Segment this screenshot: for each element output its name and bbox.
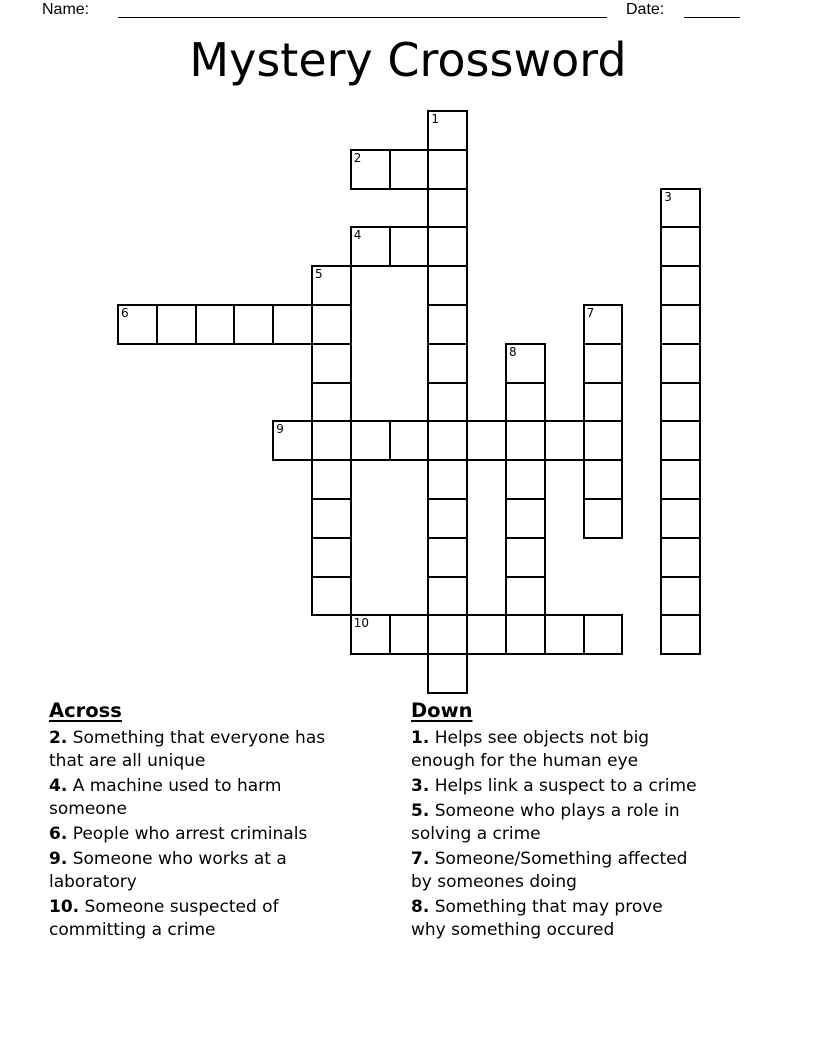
grid-cell[interactable] — [427, 576, 468, 617]
grid-cell[interactable] — [583, 382, 624, 423]
grid-cell[interactable] — [544, 614, 585, 655]
grid-cell[interactable] — [466, 420, 507, 461]
cell-number: 7 — [586, 306, 595, 320]
grid-cell[interactable] — [505, 537, 546, 578]
clue-item — [411, 727, 791, 773]
clue-text-line: someone — [49, 799, 127, 819]
clue-text-line: why something occured — [411, 920, 615, 940]
clue-number: 6. — [49, 824, 68, 844]
grid-cell[interactable] — [505, 459, 546, 500]
grid-cell[interactable] — [233, 304, 274, 345]
clue-item — [411, 848, 791, 894]
grid-cell[interactable] — [427, 226, 468, 267]
grid-cell[interactable] — [660, 382, 701, 423]
clue-text-line: People who arrest criminals — [72, 824, 308, 844]
grid-cell[interactable] — [350, 149, 391, 190]
grid-cell[interactable] — [660, 188, 701, 229]
grid-cell[interactable] — [544, 420, 585, 461]
page-title: Mystery Crossword — [189, 33, 627, 87]
clue-text-line: Something that may prove — [434, 897, 663, 917]
grid-cell[interactable] — [505, 576, 546, 617]
grid-cell[interactable] — [583, 304, 624, 345]
cell-number: 6 — [121, 306, 129, 320]
clue-text-line: solving a crime — [411, 824, 541, 844]
cell-number: 2 — [353, 150, 362, 165]
grid-cell[interactable] — [466, 614, 507, 655]
grid-cell[interactable] — [311, 382, 352, 423]
down-clues-section — [411, 699, 791, 944]
grid-cell[interactable] — [660, 576, 701, 617]
down-heading: Down — [411, 699, 473, 722]
grid-cell[interactable] — [427, 265, 468, 306]
clue-number: 3. — [411, 776, 430, 796]
grid-cell[interactable] — [427, 149, 468, 190]
clue-text-line: Someone who works at a — [72, 849, 287, 869]
grid-cell[interactable] — [311, 304, 352, 345]
grid-cell[interactable] — [350, 420, 391, 461]
grid-cell[interactable] — [427, 188, 468, 229]
clue-item — [49, 823, 401, 846]
cell-number: 5 — [315, 267, 323, 282]
grid-cell[interactable] — [583, 498, 624, 539]
grid-cell[interactable] — [660, 265, 701, 306]
clue-text-line: laboratory — [49, 872, 137, 892]
clue-item — [49, 848, 401, 894]
grid-cell[interactable] — [272, 304, 313, 345]
grid-cell[interactable] — [427, 382, 468, 423]
grid-cell[interactable] — [311, 498, 352, 539]
across-clue-list — [49, 727, 401, 942]
clue-text-line: Helps see objects not big — [434, 728, 650, 748]
grid-cell[interactable] — [311, 343, 352, 384]
grid-cell[interactable] — [660, 459, 701, 500]
clue-text-line: by someones doing — [411, 872, 577, 892]
grid-cell[interactable] — [660, 498, 701, 539]
grid-cell[interactable] — [427, 614, 468, 655]
clue-item — [411, 775, 791, 798]
crossword-grid — [117, 110, 701, 694]
clue-number: 10. — [49, 897, 80, 917]
grid-cell[interactable] — [660, 537, 701, 578]
clue-text-line: Someone suspected of — [84, 897, 279, 917]
clue-item — [411, 800, 791, 846]
across-heading: Across — [49, 699, 122, 722]
grid-cell[interactable] — [389, 420, 430, 461]
grid-cell[interactable] — [389, 226, 430, 267]
grid-cell[interactable] — [427, 537, 468, 578]
grid-cell[interactable] — [505, 420, 546, 461]
clue-item — [49, 775, 401, 821]
grid-cell[interactable] — [311, 537, 352, 578]
grid-cell[interactable] — [660, 304, 701, 345]
grid-cell[interactable] — [427, 420, 468, 461]
grid-cell[interactable] — [156, 304, 197, 345]
grid-cell[interactable] — [505, 614, 546, 655]
grid-cell[interactable] — [660, 226, 701, 267]
name-fill-line[interactable] — [118, 0, 607, 18]
cell-number: 1 — [431, 112, 440, 126]
grid-cell[interactable] — [583, 459, 624, 500]
clue-text-line: A machine used to harm — [72, 776, 282, 796]
grid-cell[interactable] — [311, 459, 352, 500]
clue-text-line: committing a crime — [49, 920, 216, 940]
date-label: Date: — [626, 1, 665, 18]
clue-text-line: Someone/Something affected — [434, 849, 688, 869]
grid-cell[interactable] — [350, 226, 391, 267]
grid-cell[interactable] — [427, 343, 468, 384]
grid-cell[interactable] — [427, 498, 468, 539]
cell-number: 3 — [664, 189, 672, 204]
clue-text-line: Helps link a suspect to a crime — [434, 776, 697, 796]
across-clues-section — [49, 699, 401, 944]
grid-cell[interactable] — [660, 614, 701, 655]
grid-cell[interactable] — [505, 382, 546, 423]
clue-item — [49, 727, 401, 773]
cell-number: 4 — [353, 228, 362, 243]
grid-cell[interactable] — [350, 614, 391, 655]
grid-cell[interactable] — [583, 420, 624, 461]
grid-cell[interactable] — [427, 653, 468, 694]
grid-cell[interactable] — [272, 420, 313, 461]
clue-number: 4. — [49, 776, 68, 796]
name-label: Name: — [42, 1, 90, 18]
grid-cell[interactable] — [660, 343, 701, 384]
date-fill-line[interactable] — [684, 0, 740, 18]
clue-number: 1. — [411, 728, 430, 748]
clue-number: 5. — [411, 801, 430, 821]
grid-cell[interactable] — [311, 576, 352, 617]
grid-cell[interactable] — [427, 110, 468, 151]
grid-cell[interactable] — [505, 498, 546, 539]
grid-cell[interactable] — [389, 149, 430, 190]
cell-number: 10 — [353, 616, 370, 631]
clue-item — [49, 896, 401, 942]
cell-number: 8 — [509, 344, 517, 359]
grid-cell[interactable] — [389, 614, 430, 655]
grid-cell[interactable] — [311, 420, 352, 461]
clue-item — [411, 896, 791, 942]
grid-cell[interactable] — [583, 614, 624, 655]
clue-number: 7. — [411, 849, 430, 869]
grid-cell[interactable] — [427, 459, 468, 500]
grid-cell[interactable] — [583, 343, 624, 384]
grid-cell[interactable] — [195, 304, 236, 345]
grid-cell[interactable] — [117, 304, 158, 345]
grid-cell[interactable] — [660, 420, 701, 461]
clue-text-line: Something that everyone has — [72, 728, 326, 748]
clue-number: 9. — [49, 849, 68, 869]
clue-text-line: Someone who plays a role in — [434, 801, 680, 821]
clue-text-line: that are all unique — [49, 751, 206, 771]
cell-number: 9 — [276, 422, 284, 437]
clue-number: 2. — [49, 728, 68, 748]
down-clue-list — [411, 727, 791, 942]
clue-number: 8. — [411, 897, 430, 917]
grid-cell[interactable] — [427, 304, 468, 345]
clue-text-line: enough for the human eye — [411, 751, 639, 771]
grid-cell[interactable] — [311, 265, 352, 306]
grid-cell[interactable] — [505, 343, 546, 384]
